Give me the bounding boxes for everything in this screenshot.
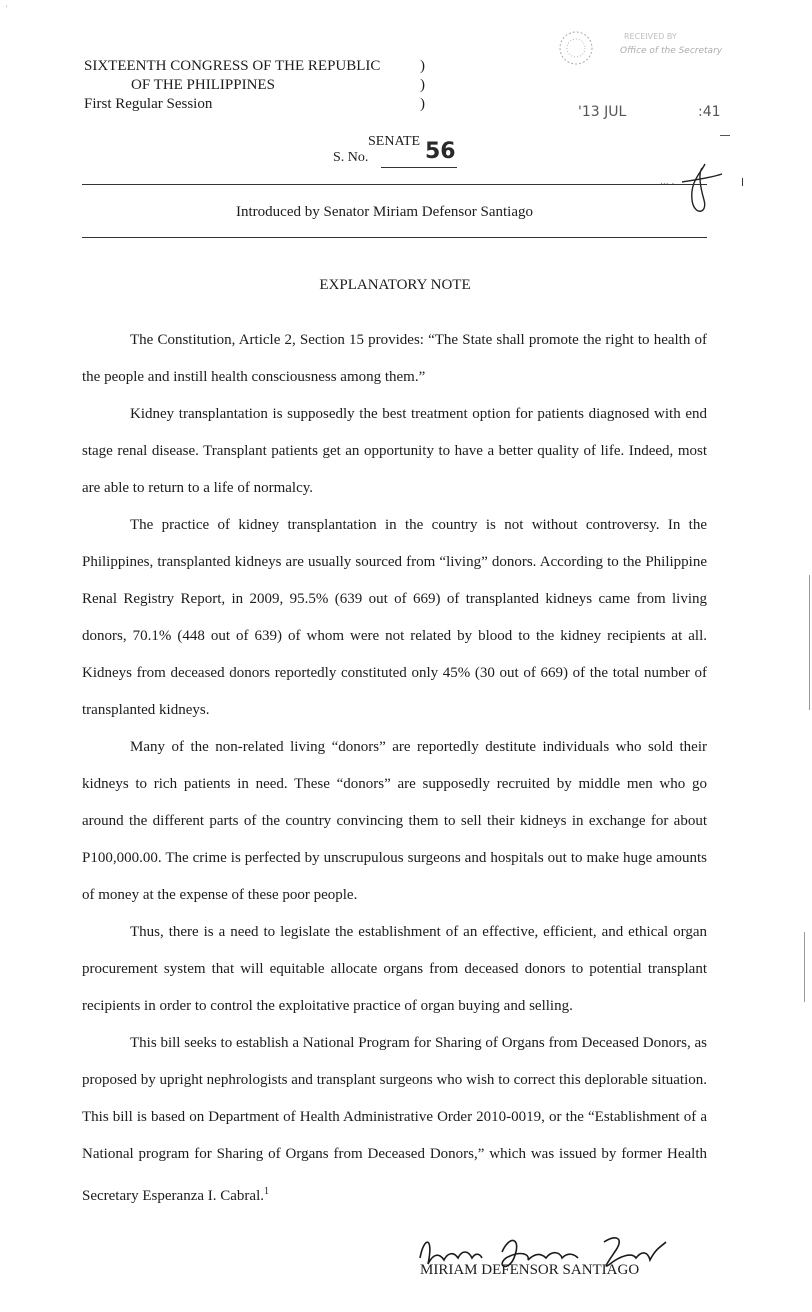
stamp-date: '13 JUL: [578, 104, 627, 120]
footnote-marker: 1: [264, 1186, 269, 1197]
paragraph-kidney-transplant: Kidney transplantation is supposedly the best treatment option for patients diagnosed with end stage renal disease. Transplant patients get an opportunity to have a better quality of life. Indeed, most are able to return to a life of normalcy.: [82, 406, 707, 496]
bill-number-label: S. No.: [333, 150, 369, 165]
paragraph-donors: Many of the non-related living “donors” are reportedly destitute individuals who sold their kidneys to rich patients in need. These “donors” are supposedly recruited by middle men who go around the different parts of the country convincing them to sell their kidneys in exchange for about P100,000.00. The crime is perfected by unscrupulous surgeons and hospitals out to make huge amounts of money at the expense of these poor people.: [82, 739, 707, 903]
bill-number: 56: [425, 139, 456, 164]
margin-tick: [742, 178, 743, 186]
stamp-received-mark: RECEIVED BY: [624, 32, 677, 41]
bottom-divider: [82, 237, 707, 238]
senate-label: SENATE: [368, 134, 421, 149]
bill-number-underline: [381, 167, 457, 168]
session-line: First Regular Session: [84, 96, 213, 112]
explanatory-body: [82, 322, 707, 1215]
receiving-initials-icon: [660, 160, 730, 220]
introduced-by: Introduced by Senator Miriam Defensor Santiago: [236, 204, 534, 220]
paragraph-bill-purpose-text: This bill seeks to establish a National Program for Sharing of Organs from Deceased Donors, as proposed by upright nephrologists and transplant surgeons who wish to correct this deplorable situation. This bill is based on Department of Health Administrative Order 2010-0019, or the “Establishment of a National program for Sharing of Organs from Deceased Donors,” which was issued by former Health Secretary Esperanza I. Cabral.: [82, 1035, 707, 1204]
congress-line-2: OF THE PHILIPPINES: [131, 77, 275, 93]
header-parentheses: ) ) ): [420, 58, 425, 112]
received-stamp: [552, 26, 732, 76]
paragraph-constitution: The Constitution, Article 2, Section 15 provides: “The State shall promote the right to health of the people and instill health consciousness among them.”: [82, 332, 707, 385]
scan-edge-1: [809, 575, 810, 710]
congress-line-1: SIXTEENTH CONGRESS OF THE REPUBLIC: [84, 58, 381, 74]
document-title: EXPLANATORY NOTE: [319, 277, 471, 293]
paragraph-controversy: The practice of kidney transplantation in the country is not without controversy. In the Philippines, transplanted kidneys are usually sourced from “living” donors. According to the Philippine Renal Registry Report, in 2009, 95.5% (639 out of 669) of transplanted kidneys came from living donors, 70.1% (448 out of 639) of whom were not related by blood to the kidney recipients at all. Kidneys from deceased donors reportedly constituted only 45% (30 out of 669) of the total number of transplanted kidneys.: [82, 517, 707, 718]
svg-text:... .: ... .: [660, 177, 675, 187]
corner-mark: ': [6, 4, 8, 13]
stamp-dash: [720, 135, 730, 136]
paragraph-bill-purpose: [82, 1025, 707, 1215]
top-divider: [82, 184, 707, 185]
stamp-office-text: Office of the Secretary: [620, 46, 723, 56]
congress-heading: [84, 57, 414, 114]
paragraph-legislation: Thus, there is a need to legislate the establishment of an effective, efficient, and ethical organ procurement system that will equitable allocate organs from deceased donors to potential transplant recipients in order to control the exploitative practice of organ buying and selling.: [82, 924, 707, 1014]
signatory-name: MIRIAM DEFENSOR SANTIAGO: [420, 1262, 640, 1278]
stamp-time: :41: [698, 104, 721, 120]
scan-edge-2: [804, 932, 805, 1002]
seal-icon: [556, 28, 596, 68]
